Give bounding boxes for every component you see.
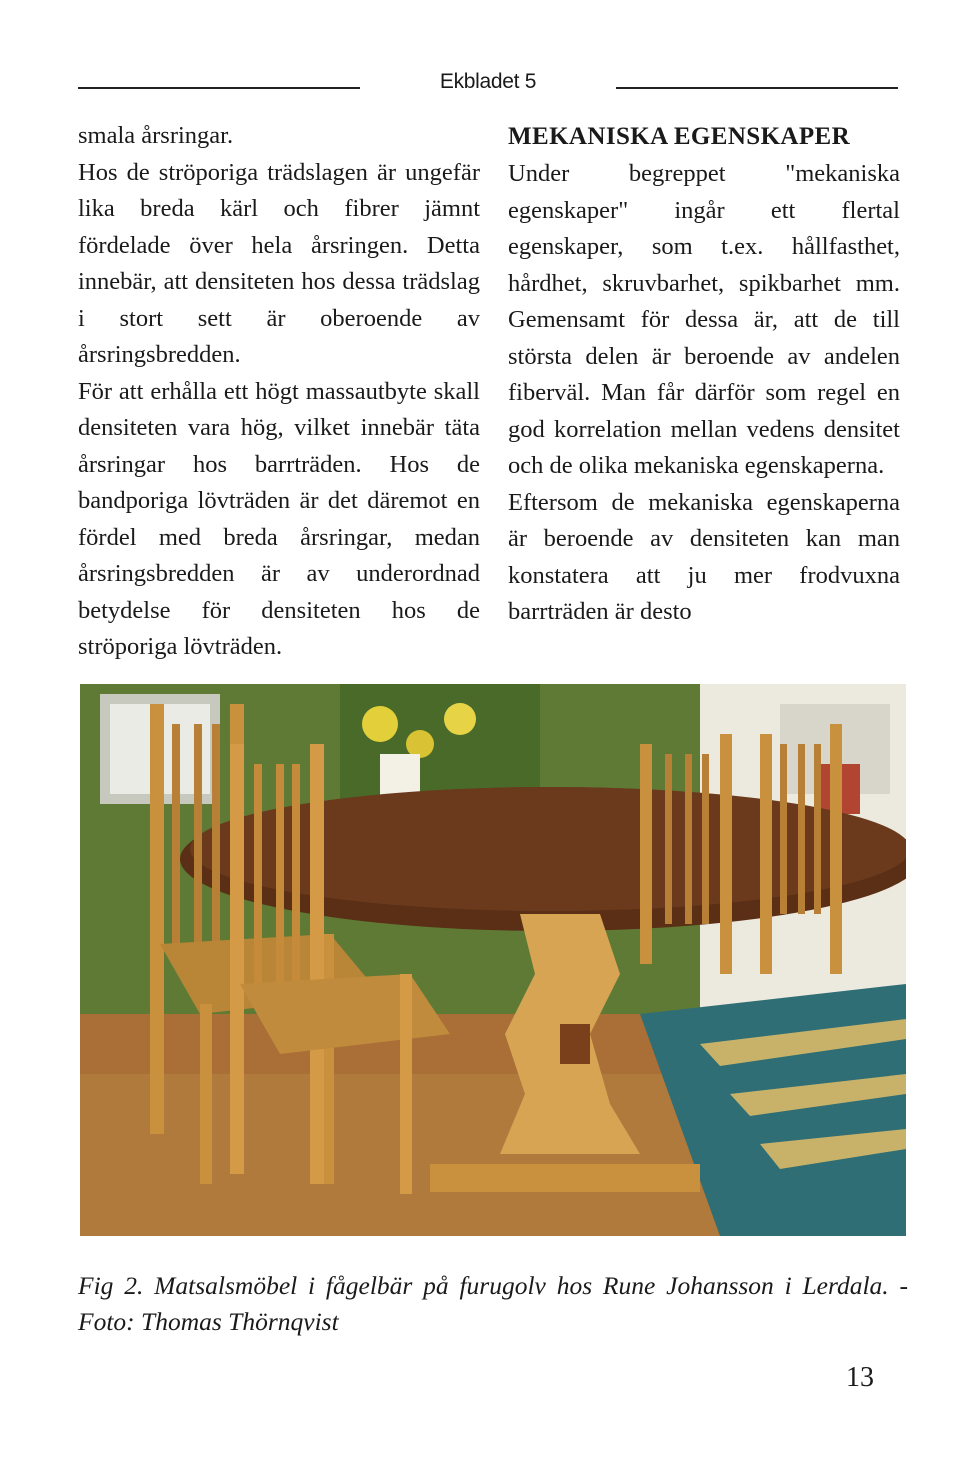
left-column <box>78 118 480 666</box>
section-heading: MEKANISKA EGENSKAPER <box>508 123 851 150</box>
right-paragraph: Under begreppet "mekaniska egenskaper" ingår ett flertal egenskaper, som t.ex. hållfasthet, hårdhet, skruvbarhet, spikbarhet mm. Gemensamt för dessa är, att de till största delen är beroende av andelen fiberväl. Man får därför som regel en god korrelation mellan vedens densitet och de olika mekaniska egenskaperna. <box>508 160 900 479</box>
right-paragraph: Eftersom de mekaniska egenskaperna är beroende av densiteten kan man konstatera att ju mer frodvuxna barrträden är desto <box>508 488 900 625</box>
running-title: Ekbladet 5 <box>439 70 537 93</box>
page-header <box>78 70 898 106</box>
right-column <box>508 118 900 631</box>
left-paragraph: Hos de ströporiga trädslagen är ungefär lika breda kärl och fibrer jämnt fördelade över hela årsringen. Detta innebär, att densiteten hos dessa trädslag i stort sett är oberoende av årsringsbredden. <box>78 158 480 368</box>
left-paragraph: smala årsringar. <box>78 122 234 149</box>
page-number: 13 <box>846 1362 874 1393</box>
header-rule-right <box>616 87 898 89</box>
furniture-photo <box>80 684 906 1236</box>
figure-caption: Fig 2. Matsalsmöbel i fågelbär på furugolv hos Rune Johansson i Lerdala. - Foto: Thomas Thörnqvist <box>78 1271 908 1336</box>
photo-illustration <box>80 684 906 1236</box>
left-paragraph: För att erhålla ett högt massautbyte skall densiteten vara hög, vilket innebär täta årsringar hos barrträden. Hos de bandporiga lövträden är det däremot en fördel med breda årsringar, medan årsringsbredden är av underordnad betydelse för densiteten hos de ströporiga lövträden. <box>78 377 480 660</box>
